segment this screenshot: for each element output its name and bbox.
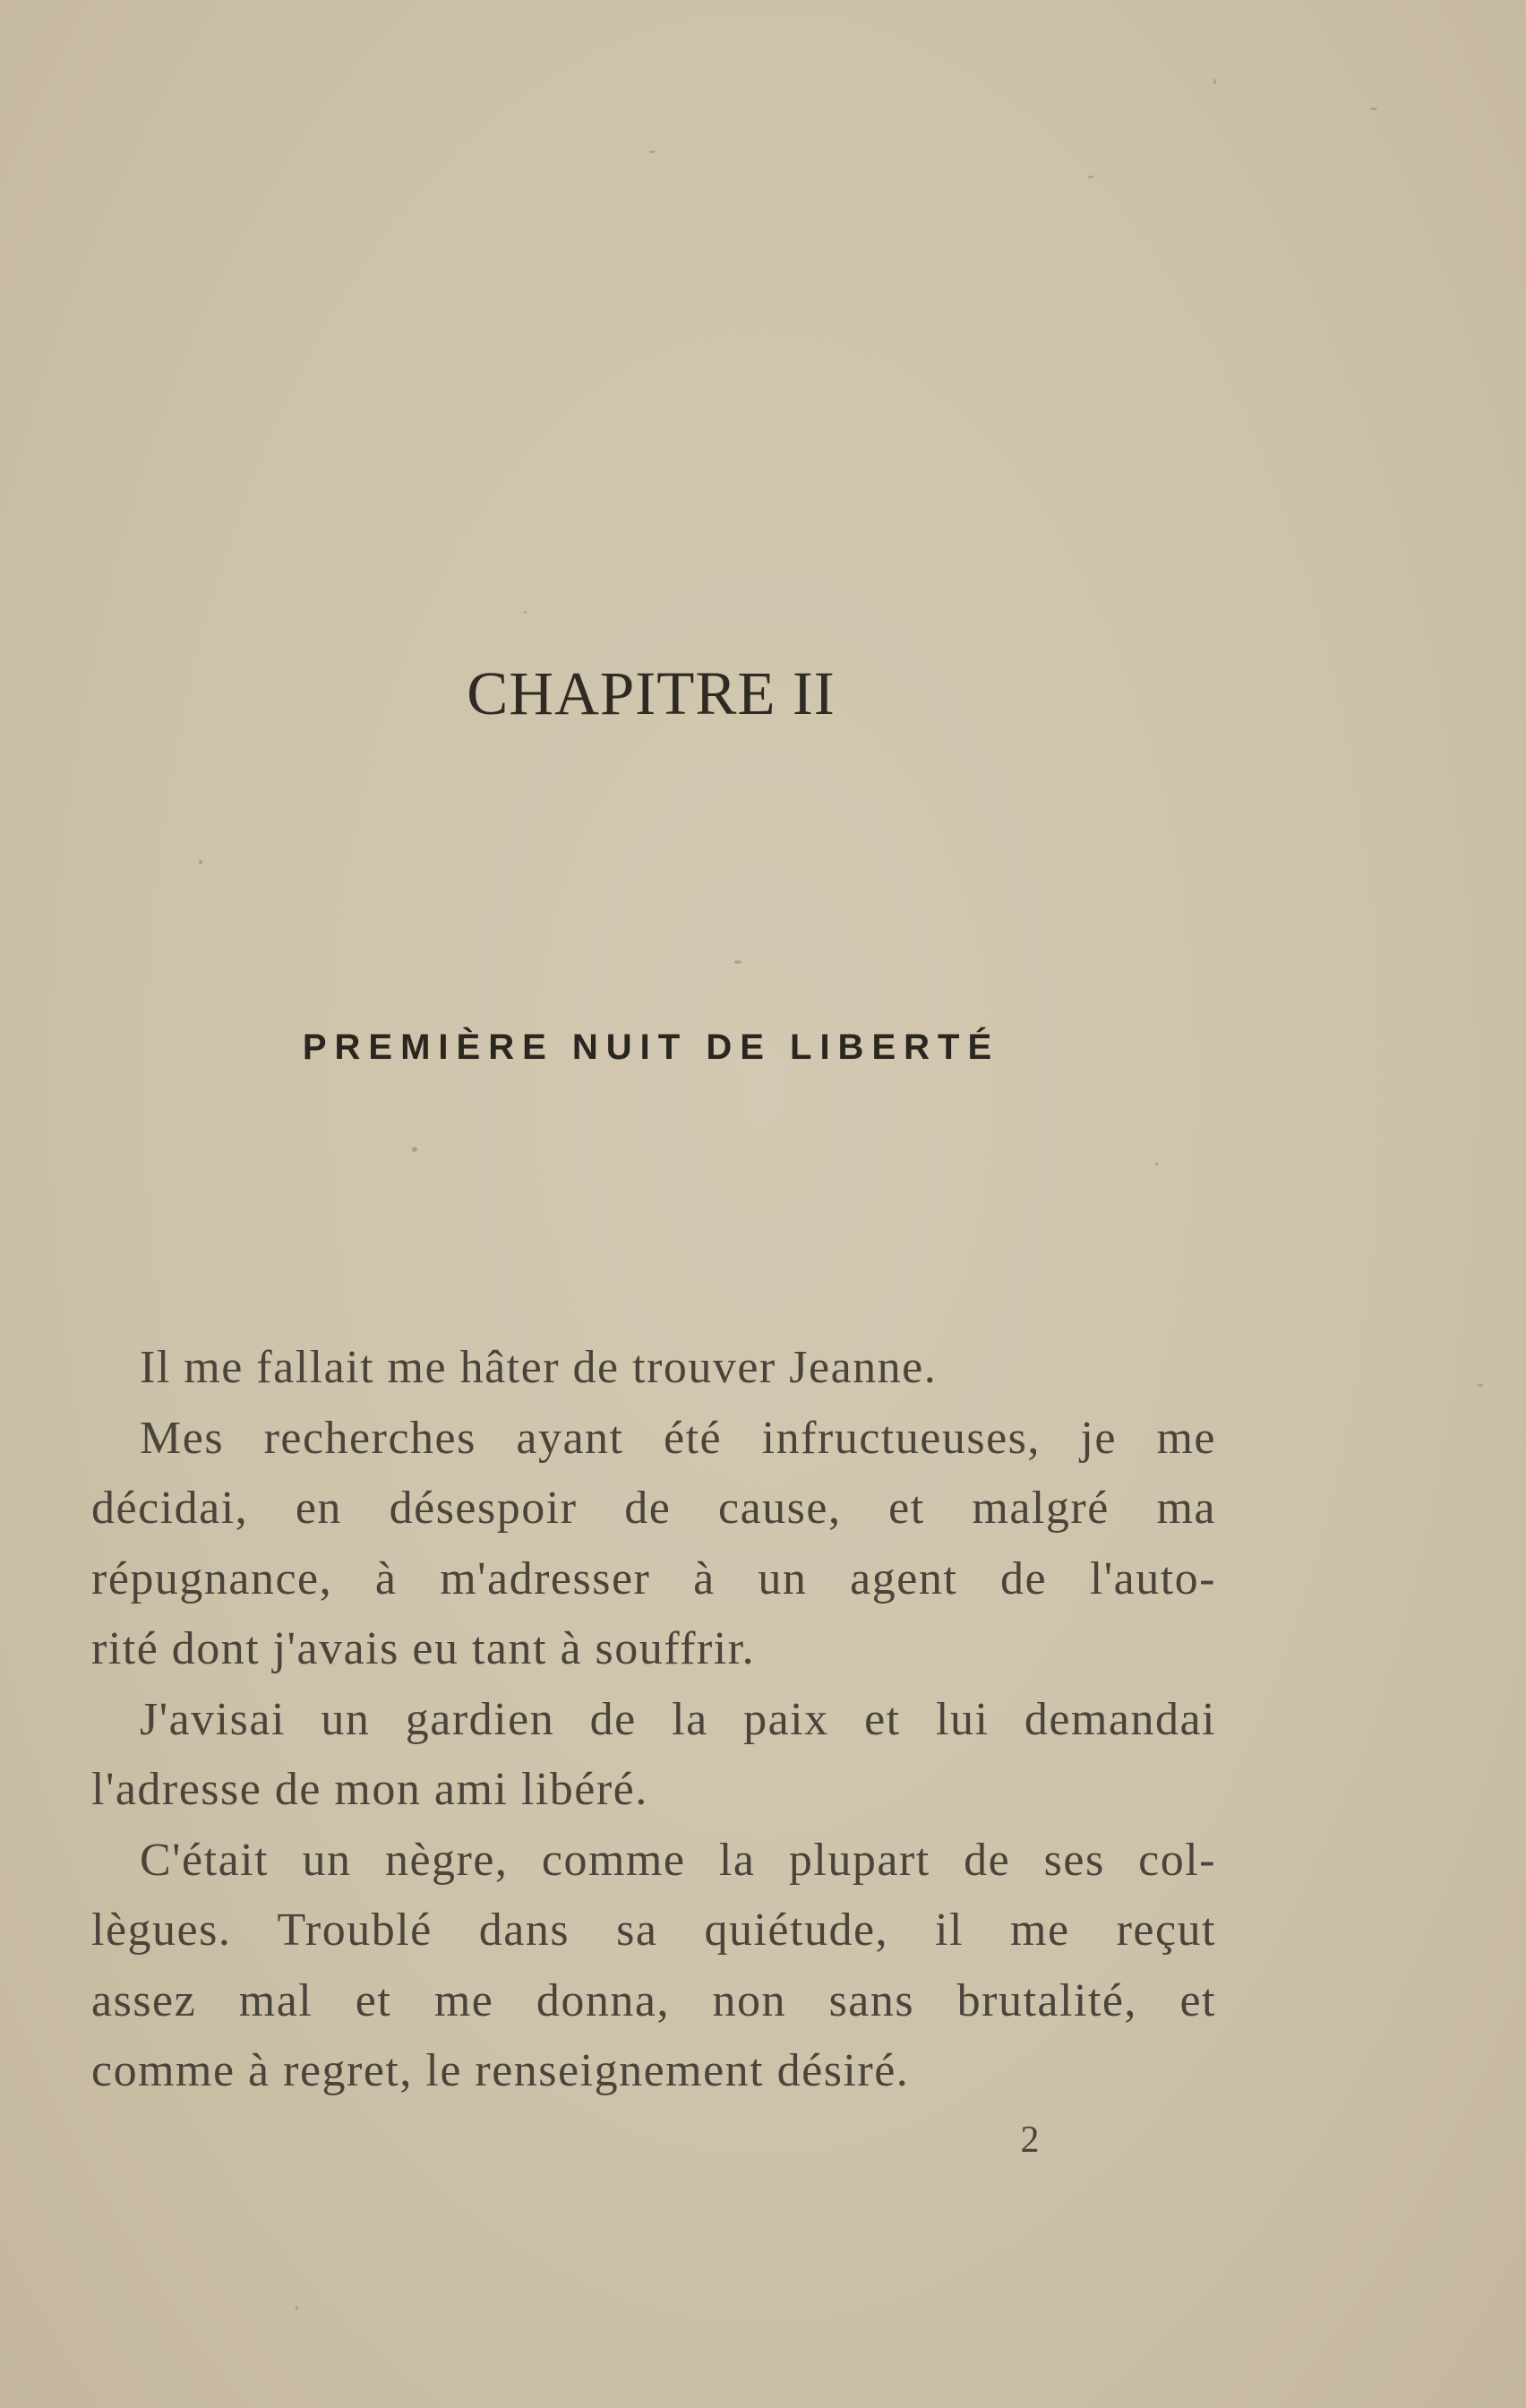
paper-speck	[1370, 108, 1377, 110]
paper-speck	[524, 611, 527, 614]
body-text	[91, 1333, 1216, 2107]
text-line: J'avisai un gardien de la paix et lui demandai	[140, 1693, 1216, 1745]
text-line: rité dont j'avais eu tant à souffrir.	[91, 1623, 756, 1674]
text-line: répugnance, à m'adresser à un agent de l'auto-	[91, 1552, 1216, 1604]
paper-speck	[296, 2306, 298, 2310]
text-line: Il me fallait me hâter de trouver Jeanne.	[140, 1342, 938, 1393]
paper-speck	[1088, 176, 1093, 178]
text-line: assez mal et me donna, non sans brutalité, et	[91, 1974, 1216, 2026]
paper-speck	[1478, 1384, 1483, 1387]
text-line: lègues. Troublé dans sa quiétude, il me reçut	[91, 1905, 1216, 1956]
paper-speck	[1213, 79, 1216, 84]
paper-speck	[412, 1147, 417, 1152]
paper-speck	[1155, 1163, 1158, 1165]
text-line: comme à regret, le renseignement désiré.	[91, 2045, 910, 2096]
text-line: C'était un nègre, comme la plupart de ses col-	[140, 1834, 1216, 1886]
paper-speck	[734, 960, 742, 964]
paper-speck	[199, 860, 202, 864]
chapter-title: CHAPITRE II	[467, 659, 836, 727]
text-line: Mes recherches ayant été infructueuses, je me	[140, 1412, 1216, 1464]
text-line: l'adresse de mon ami libéré.	[91, 1764, 648, 1815]
text-line: décidai, en désespoir de cause, et malgré ma	[91, 1483, 1216, 1534]
paper-speck	[649, 150, 656, 153]
section-title: PREMIÈRE NUIT DE LIBERTÉ	[302, 1028, 1000, 1067]
page-number: 2	[1020, 2120, 1040, 2161]
